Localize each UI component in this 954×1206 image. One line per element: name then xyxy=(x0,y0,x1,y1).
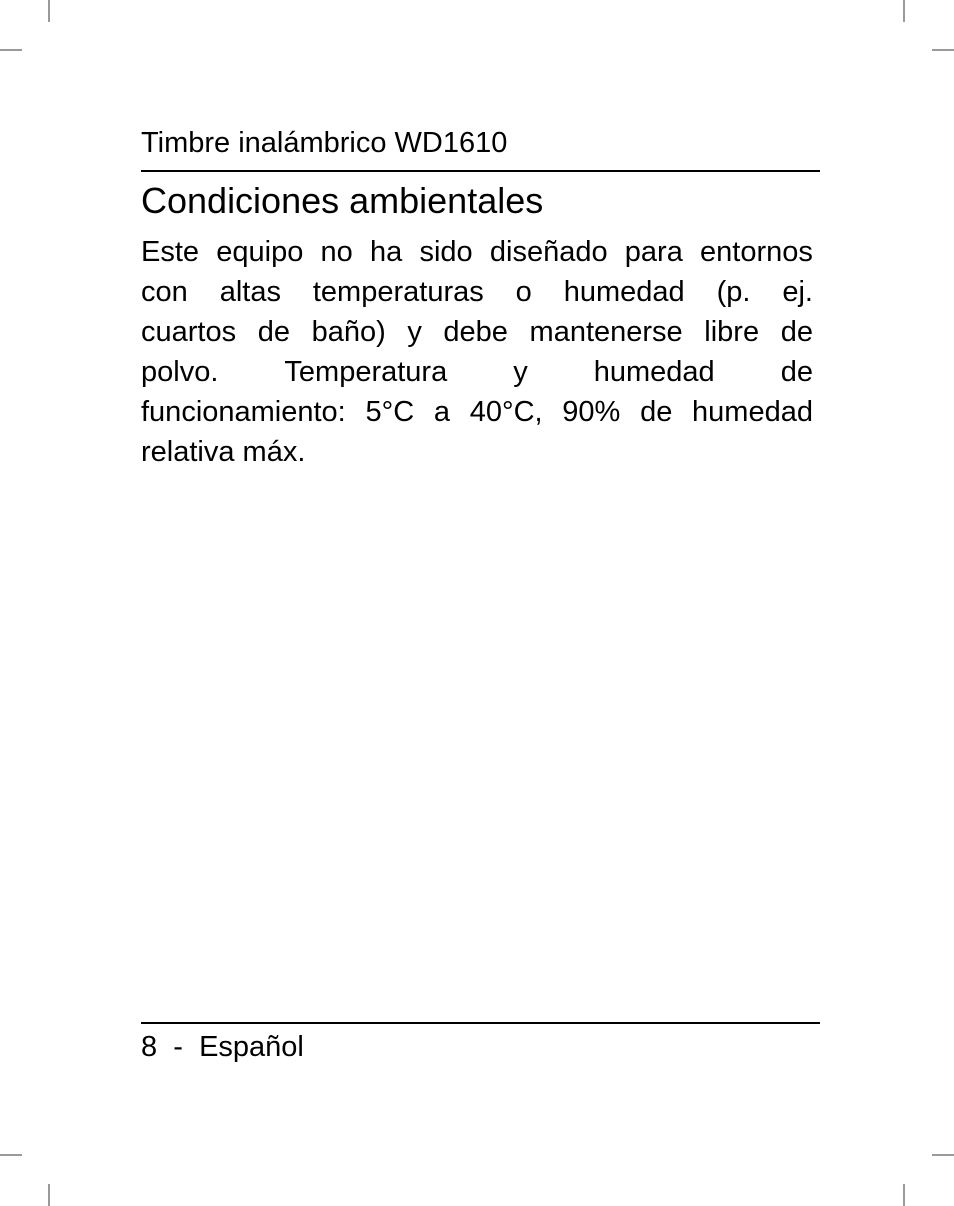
crop-mark-bottom-left-horizontal xyxy=(0,1154,22,1156)
word: sido xyxy=(419,236,473,268)
word: altas xyxy=(219,276,281,308)
paragraph-line xyxy=(141,272,813,312)
paragraph-line xyxy=(141,392,813,432)
word: y xyxy=(513,356,528,388)
page-number: 8 xyxy=(141,1031,158,1063)
word: de xyxy=(257,316,290,348)
word: 90% xyxy=(562,396,621,428)
running-header-title: Timbre inalámbrico WD1610 xyxy=(141,127,508,159)
word: para xyxy=(624,236,683,268)
word: con xyxy=(141,276,188,308)
word: entornos xyxy=(700,236,813,268)
word: de xyxy=(780,356,813,388)
word: equipo xyxy=(216,236,304,268)
word: ha xyxy=(370,236,403,268)
footer-divider xyxy=(141,1022,820,1024)
word: temperaturas xyxy=(312,276,484,308)
section-paragraph xyxy=(141,232,813,472)
word: funcionamiento: xyxy=(141,396,346,428)
word: polvo. xyxy=(141,356,219,388)
paragraph-line xyxy=(141,232,813,272)
word: diseñado xyxy=(489,236,608,268)
word: 40°C, xyxy=(469,396,543,428)
word: y xyxy=(407,316,422,348)
word: mantenerse xyxy=(529,316,683,348)
word: no xyxy=(320,236,353,268)
word: humedad xyxy=(692,396,813,428)
word: Este xyxy=(141,236,200,268)
word: baño) xyxy=(311,316,386,348)
crop-mark-bottom-right-horizontal xyxy=(932,1154,954,1156)
word: ej. xyxy=(782,276,813,308)
word: de xyxy=(780,316,813,348)
word: (p. xyxy=(716,276,751,308)
word: debe xyxy=(443,316,508,348)
word: humedad xyxy=(563,276,685,308)
crop-mark-bottom-right-vertical xyxy=(903,1184,905,1206)
word: 5°C xyxy=(365,396,415,428)
word: libre xyxy=(704,316,760,348)
crop-mark-top-right-vertical xyxy=(903,0,905,22)
crop-mark-top-left-horizontal xyxy=(0,49,22,51)
word: de xyxy=(640,396,673,428)
word: cuartos xyxy=(141,316,237,348)
word: Temperatura xyxy=(284,356,448,388)
word: a xyxy=(433,396,450,428)
word: o xyxy=(515,276,532,308)
paragraph-line xyxy=(141,352,813,392)
crop-mark-top-left-vertical xyxy=(48,0,50,22)
footer-separator: - xyxy=(173,1031,183,1063)
crop-mark-top-right-horizontal xyxy=(932,49,954,51)
word: humedad xyxy=(593,356,715,388)
paragraph-line xyxy=(141,312,813,352)
footer-language: Español xyxy=(199,1031,304,1063)
page-footer xyxy=(141,1028,304,1066)
header-divider xyxy=(141,170,820,172)
paragraph-line: relativa máx. xyxy=(141,436,306,468)
section-title: Condiciones ambientales xyxy=(141,180,544,221)
crop-mark-bottom-left-vertical xyxy=(48,1184,50,1206)
